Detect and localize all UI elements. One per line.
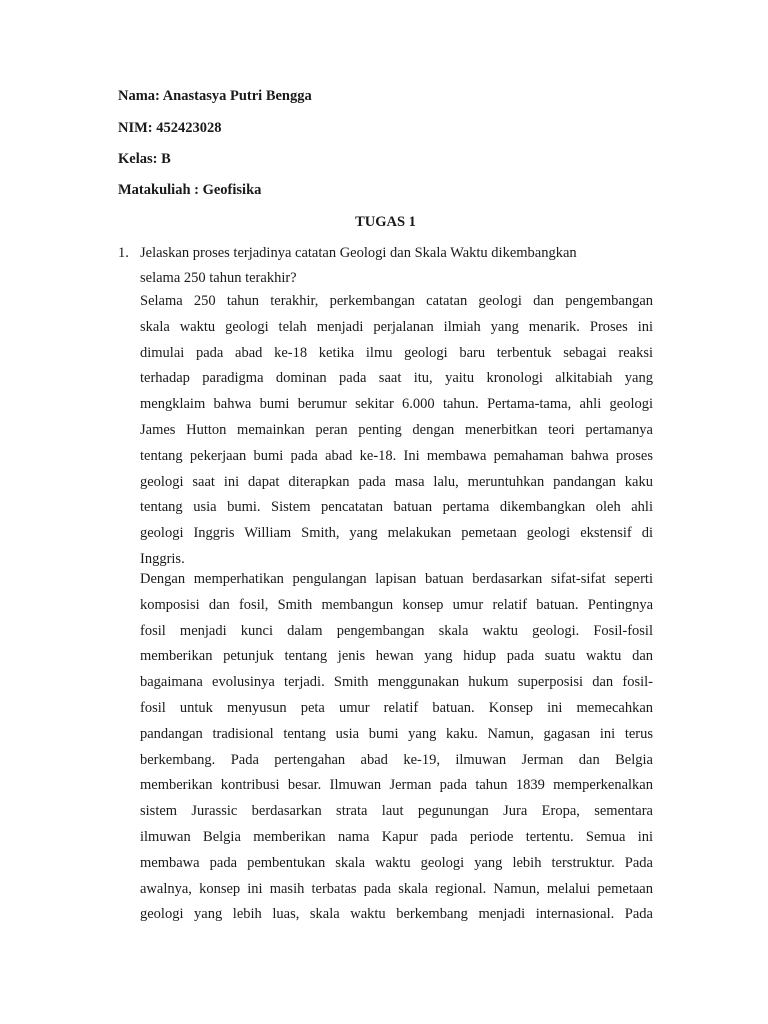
text-line: terhadap paradigma dominan pada saat itu, yaitu kronologi alkitabiah yang bbox=[140, 370, 653, 387]
text-line: tentang usia bumi. Sistem pencatatan batuan pertama dikembangkan oleh ahli bbox=[140, 499, 653, 516]
text-line: ilmuwan Belgia memberikan nama Kapur pada periode tertentu. Semua ini bbox=[140, 828, 653, 845]
text-line: skala waktu geologi telah menjadi perjalanan ilmiah yang menarik. Proses ini bbox=[140, 318, 653, 335]
text-line: fosil untuk menyusun peta umur relatif batuan. Konsep ini memecahkan bbox=[140, 699, 653, 716]
text-line: fosil menjadi kunci dalam pengembangan skala waktu geologi. Fosil-fosil bbox=[140, 622, 653, 639]
text-line: geologi yang lebih luas, skala waktu berkembang menjadi internasional. Pada bbox=[140, 906, 653, 923]
text-line: memberikan petunjuk tentang jenis hewan yang hidup pada suatu waktu dan bbox=[140, 648, 653, 665]
question-line: Jelaskan proses terjadinya catatan Geologi dan Skala Waktu dikembangkan bbox=[140, 245, 577, 261]
text-line: membawa pada pembentukan skala waktu geologi yang lebih terstruktur. Pada bbox=[140, 854, 653, 871]
answer-paragraph-1 bbox=[140, 289, 653, 573]
student-id: NIM: 452423028 bbox=[118, 120, 222, 136]
text-line: geologi saat ini dapat diterapkan pada masa lalu, meruntuhkan pandangan kaku bbox=[140, 473, 653, 490]
question-line: selama 250 tahun terakhir? bbox=[140, 270, 297, 286]
text-line: Inggris. bbox=[140, 550, 185, 567]
text-line: Dengan memperhatikan pengulangan lapisan batuan berdasarkan sifat-sifat seperti bbox=[140, 571, 653, 587]
text-line: James Hutton memainkan peran penting dengan menerbitkan teori pertamanya bbox=[140, 421, 653, 438]
course-label: Matakuliah : Geofisika bbox=[118, 182, 262, 198]
text-line: sistem Jurassic berdasarkan strata laut pegunungan Jura Eropa, sementara bbox=[140, 803, 653, 820]
class-label: Kelas: B bbox=[118, 151, 171, 167]
document-title: TUGAS 1 bbox=[355, 214, 416, 230]
text-line: memberikan kontribusi besar. Ilmuwan Jerman pada tahun 1839 memperkenalkan bbox=[140, 777, 653, 794]
text-line: awalnya, konsep ini masih terbatas pada skala regional. Namun, melalui pemetaan bbox=[140, 880, 653, 897]
text-line: komposisi dan fosil, Smith membangun konsep umur relatif batuan. Pentingnya bbox=[140, 596, 653, 613]
answer-paragraph-2 bbox=[140, 567, 653, 928]
text-line: Selama 250 tahun terakhir, perkembangan catatan geologi dan pengembangan bbox=[140, 293, 653, 309]
text-line: berkembang. Pada pertengahan abad ke-19, ilmuwan Jerman dan Belgia bbox=[140, 751, 653, 768]
text-line: mengklaim bahwa bumi berumur sekitar 6.000 tahun. Pertama-tama, ahli geologi bbox=[140, 396, 653, 413]
question-number: 1. bbox=[118, 245, 129, 261]
text-line: bagaimana evolusinya terjadi. Smith menggunakan hukum superposisi dan fosil- bbox=[140, 674, 653, 691]
text-line: tentang pekerjaan bumi pada abad ke-18. Ini membawa pemahaman bahwa proses bbox=[140, 447, 653, 464]
text-line: geologi Inggris William Smith, yang melakukan pemetaan geologi ekstensif di bbox=[140, 525, 653, 542]
question-text bbox=[140, 241, 640, 291]
text-line: pandangan tradisional tentang usia bumi yang kaku. Namun, gagasan ini terus bbox=[140, 725, 653, 742]
text-line: dimulai pada abad ke-18 ketika ilmu geologi baru terbentuk sebagai reaksi bbox=[140, 344, 653, 361]
student-name: Nama: Anastasya Putri Bengga bbox=[118, 88, 312, 104]
